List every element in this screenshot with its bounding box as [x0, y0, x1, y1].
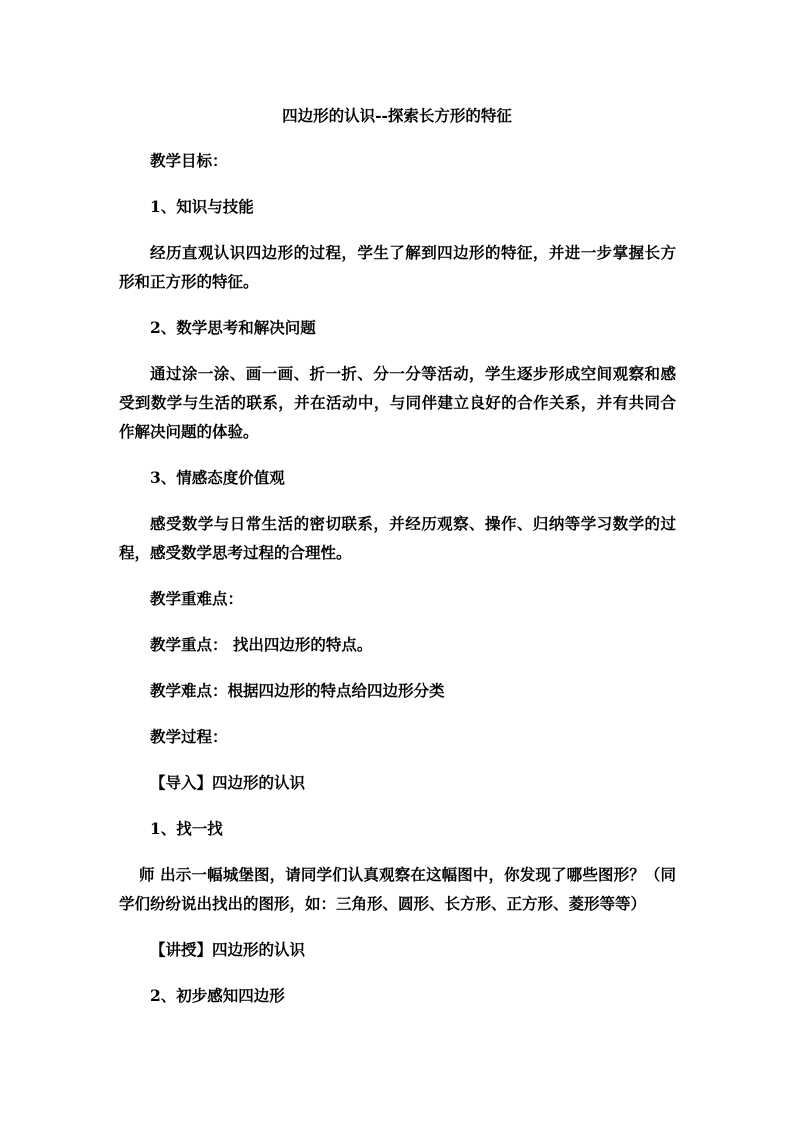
- paragraph-step-1-heading: 1、找一找: [150, 819, 223, 838]
- paragraph-goal-2-body: 通过涂一涂、画一画、折一折、分一分等活动，学生逐步形成空间观察和感受到数学与生活的联系，并在活动中，与同伴建立良好的合作关系，并有共同合作解决问题的体验。: [119, 364, 676, 441]
- paragraph-goal-1-body: 经历直观认识四边形的过程，学生了解到四边形的特征，并进一步掌握长方形和正方形的特征。: [119, 243, 676, 291]
- document-body: [119, 146, 676, 1027]
- paragraph-lecture-heading: 【讲授】四边形的认识: [150, 940, 306, 959]
- paragraph-intro-heading: 【导入】四边形的认识: [150, 773, 306, 792]
- paragraph-step-1-body: 师 出示一幅城堡图，请同学们认真观察在这幅图中，你发现了哪些图形？（同学们纷纷说出找出的图形，如：三角形、圆形、长方形、正方形、菱形等等）: [119, 865, 676, 913]
- paragraph-key-points-heading: 教学重难点：: [150, 589, 244, 608]
- paragraph-process-heading: 教学过程：: [150, 727, 228, 746]
- paragraph-goal-3-heading: 3、情感态度价值观: [150, 468, 285, 487]
- paragraph-key-point: 教学重点： 找出四边形的特点。: [150, 635, 373, 654]
- document-title: 四边形的认识--探索长方形的特征: [282, 106, 512, 125]
- paragraph-goal-3-body: 感受数学与日常生活的密切联系，并经历观察、操作、归纳等学习数学的过程，感受数学思考过程的合理性。: [119, 514, 676, 562]
- paragraph-goal-2-heading: 2、数学思考和解决问题: [150, 318, 316, 337]
- paragraph-teaching-goals-heading: 教学目标：: [150, 151, 228, 170]
- paragraph-difficult-point: 教学难点：根据四边形的特点给四边形分类: [150, 681, 445, 700]
- paragraph-step-2-heading: 2、初步感知四边形: [150, 986, 285, 1005]
- paragraph-goal-1-heading: 1、知识与技能: [150, 197, 254, 216]
